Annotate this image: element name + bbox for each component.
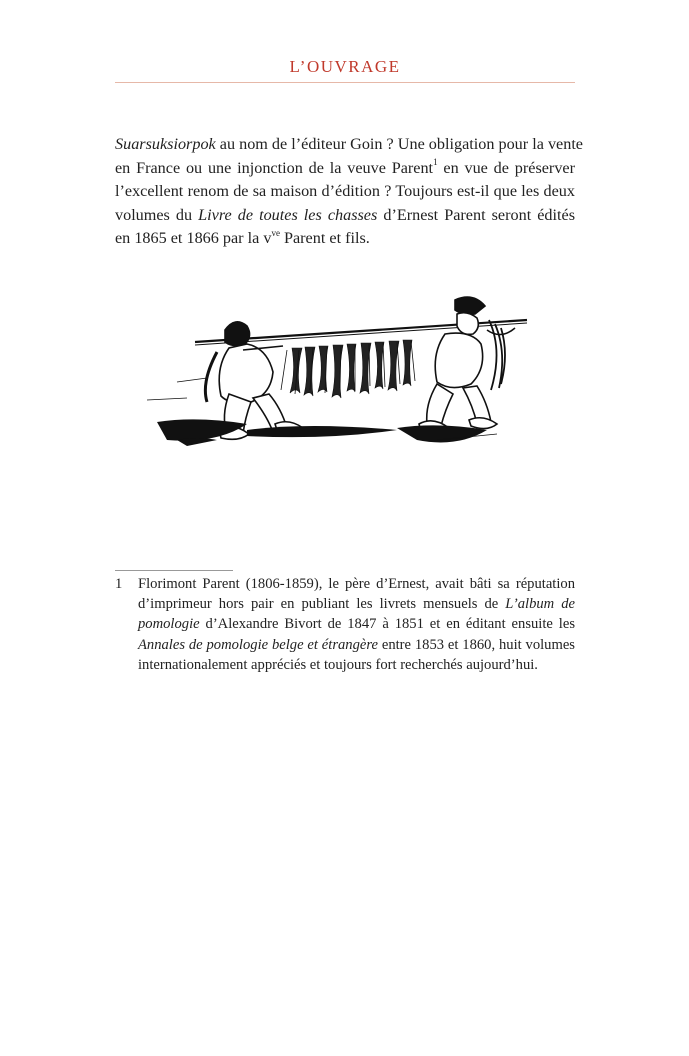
footnote-number: 1 (115, 576, 123, 592)
header-divider (115, 82, 575, 83)
paragraph-line-2: en France ou une injonction de la veuve Parent$^1$ en vue de préserver (115, 157, 575, 177)
paragraph-line-3: l’excellent renom de sa maison d’édition ? Toujours est-il que les deux (115, 182, 575, 200)
section-title: L’OUVRAGE (289, 57, 401, 76)
paragraph-line-4: volumes du Livre de toutes les chasses d’Ernest Parent seront édités (115, 205, 576, 224)
running-header (115, 56, 575, 78)
book-title: Livre de toutes les chasses (198, 205, 378, 224)
footnote-line-2: d’imprimeur hors pair en publiant les livrets mensuels de L’album de (138, 596, 576, 613)
footnote-ref: 1 (433, 157, 438, 168)
paragraph-line-1: Suarsuksiorpok au nom de l’éditeur Goin ? Une obligation pour la vente (115, 135, 583, 153)
footnote-text (138, 574, 575, 675)
hunters-carrying-game-drawing (137, 290, 551, 490)
italic-name: Suarsuksiorpok (115, 135, 216, 153)
footnote-line-4: Annales de pomologie belge et étrangère entre 1853 et 1860, huit volumes (138, 636, 575, 653)
footnote-divider (115, 570, 233, 571)
footnote-line-1: Florimont Parent (1806-1859), le père d’Ernest, avait bâti sa réputation (138, 576, 575, 592)
body-paragraph (115, 133, 583, 251)
footnote-line-3: pomologie d’Alexandre Bivort de 1847 à 1851 et en éditant ensuite les (138, 616, 575, 633)
superscript-ve: ve (271, 227, 280, 238)
paragraph-line-5: en 1865 et 1866 par la $v^{ve}$ Parent et fils. (115, 227, 370, 247)
footnote-line-5: internationalement appréciés et toujours fort recherchés aujourd’hui. (138, 656, 538, 673)
